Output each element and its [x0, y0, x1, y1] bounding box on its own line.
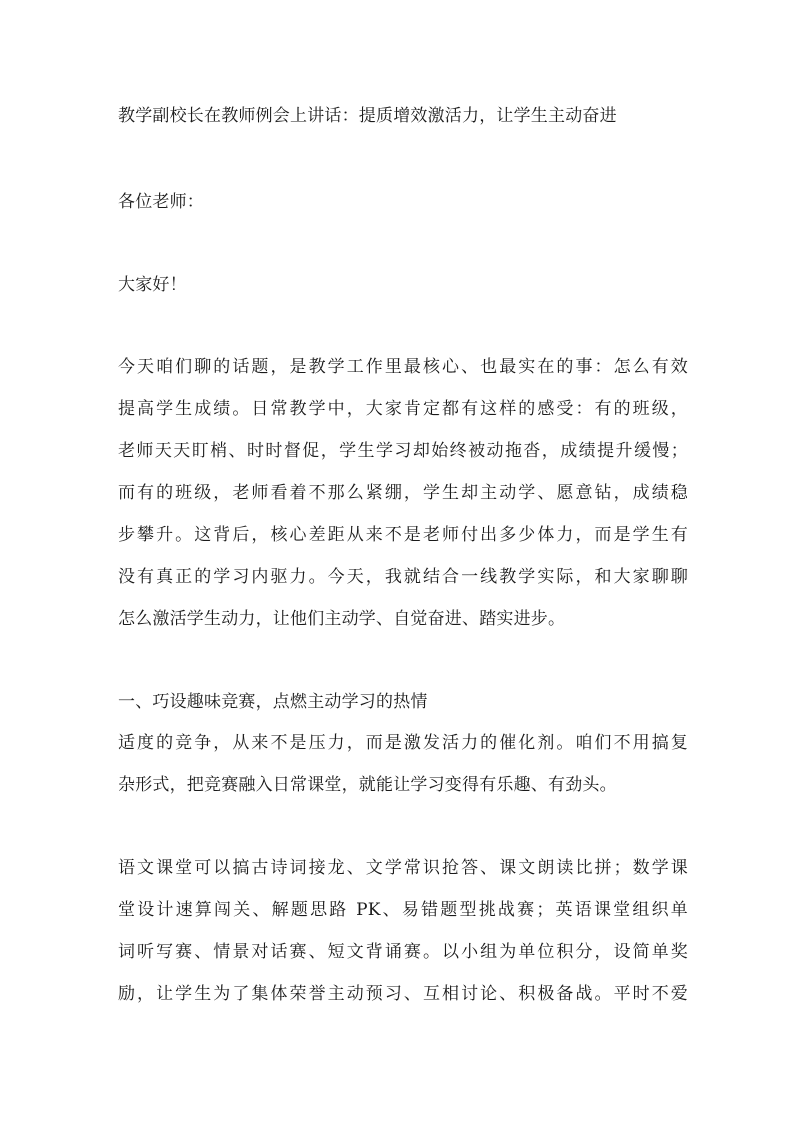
intro-line: 而有的班级，老师看着不那么紧绷，学生却主动学、愿意钻，成绩稳 [118, 483, 688, 503]
intro-line: 今天咱们聊的话题，是教学工作里最核心、也最实在的事：怎么有效 [118, 357, 688, 377]
salutation: 各位老师： [118, 192, 204, 212]
section-line: 语文课堂可以搞古诗词接龙、文学常识抢答、课文朗读比拼；数学课 [118, 858, 688, 878]
section-line: 词听写赛、情景对话赛、短文背诵赛。以小组为单位积分，设简单奖 [118, 942, 688, 962]
intro-line: 怎么激活学生动力，让他们主动学、自觉奋进、踏实进步。 [118, 609, 566, 629]
section-line: 堂设计速算闯关、解题思路 PK、易错题型挑战赛；英语课堂组织单 [118, 900, 688, 920]
intro-line: 提高学生成绩。日常教学中，大家肯定都有这样的感受：有的班级， [118, 399, 688, 419]
intro-line: 步攀升。这背后，核心差距从来不是老师付出多少体力，而是学生有 [118, 525, 688, 545]
intro-line: 没有真正的学习内驱力。今天，我就结合一线教学实际，和大家聊聊 [118, 567, 688, 587]
section-line: 适度的竞争，从来不是压力，而是激发活力的催化剂。咱们不用搞复 [118, 733, 688, 753]
section-line: 杂形式，把竞赛融入日常课堂，就能让学习变得有乐趣、有劲头。 [118, 775, 617, 795]
intro-line: 老师天天盯梢、时时督促，学生学习却始终被动拖沓，成绩提升缓慢； [118, 441, 688, 461]
section-heading: 一、巧设趣味竞赛，点燃主动学习的热情 [118, 692, 428, 712]
section-line: 励，让学生为了集体荣誉主动预习、互相讨论、积极备战。平时不爱 [118, 984, 688, 1004]
greeting: 大家好！ [118, 275, 187, 295]
document-title: 教学副校长在教师例会上讲话：提质增效激活力，让学生主动奋进 [118, 106, 617, 126]
